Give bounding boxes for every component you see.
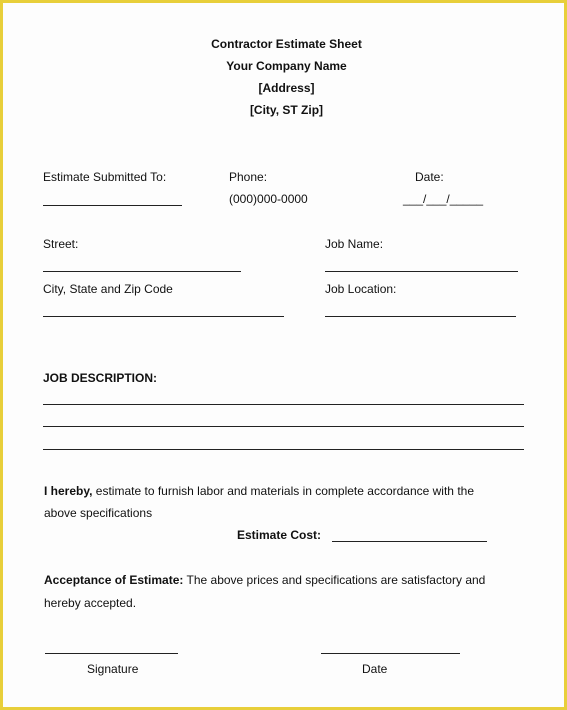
estimate-cost-label: Estimate Cost: [237, 528, 322, 542]
submitted-to-line[interactable] [43, 205, 182, 206]
street-label: Street: [43, 237, 79, 251]
estimate-statement-line2: above specifications [44, 506, 153, 520]
date-value: ___/___/_____ [403, 192, 484, 206]
job-description-line[interactable] [43, 404, 524, 405]
job-name-line[interactable] [325, 271, 518, 272]
estimate-cost-line[interactable] [332, 541, 487, 542]
date-label: Date: [415, 170, 444, 184]
job-location-label: Job Location: [325, 282, 397, 296]
street-line[interactable] [43, 271, 241, 272]
estimate-statement-text: estimate to furnish labor and materials in complete accordance with the [92, 484, 474, 498]
phone-value: (000)000-0000 [229, 192, 308, 206]
acceptance-statement-line2: hereby accepted. [44, 596, 137, 610]
estimate-statement-lead: I hereby, [44, 484, 93, 498]
acceptance-text: The above prices and specifications are satisfactory and [183, 573, 486, 587]
phone-label: Phone: [229, 170, 268, 184]
submitted-to-label: Estimate Submitted To: [43, 170, 167, 184]
city-state-zip-label: City, State and Zip Code [43, 282, 173, 296]
acceptance-statement [44, 573, 485, 587]
signature-line[interactable] [45, 653, 178, 654]
company-address: [Address] [258, 81, 315, 95]
date-signature-label: Date [362, 662, 388, 676]
date-signature-line[interactable] [321, 653, 460, 654]
city-state-zip-line[interactable] [43, 316, 284, 317]
job-description-line[interactable] [43, 426, 524, 427]
job-location-line[interactable] [325, 316, 516, 317]
company-city: [City, ST Zip] [249, 103, 324, 117]
acceptance-label: Acceptance of Estimate: [44, 573, 184, 587]
job-description-label: JOB DESCRIPTION: [43, 371, 158, 385]
job-description-line[interactable] [43, 449, 524, 450]
document-title: Contractor Estimate Sheet [211, 37, 362, 51]
estimate-statement [44, 484, 474, 498]
company-name: Your Company Name [226, 59, 347, 73]
signature-label: Signature [87, 662, 139, 676]
job-name-label: Job Name: [325, 237, 384, 251]
